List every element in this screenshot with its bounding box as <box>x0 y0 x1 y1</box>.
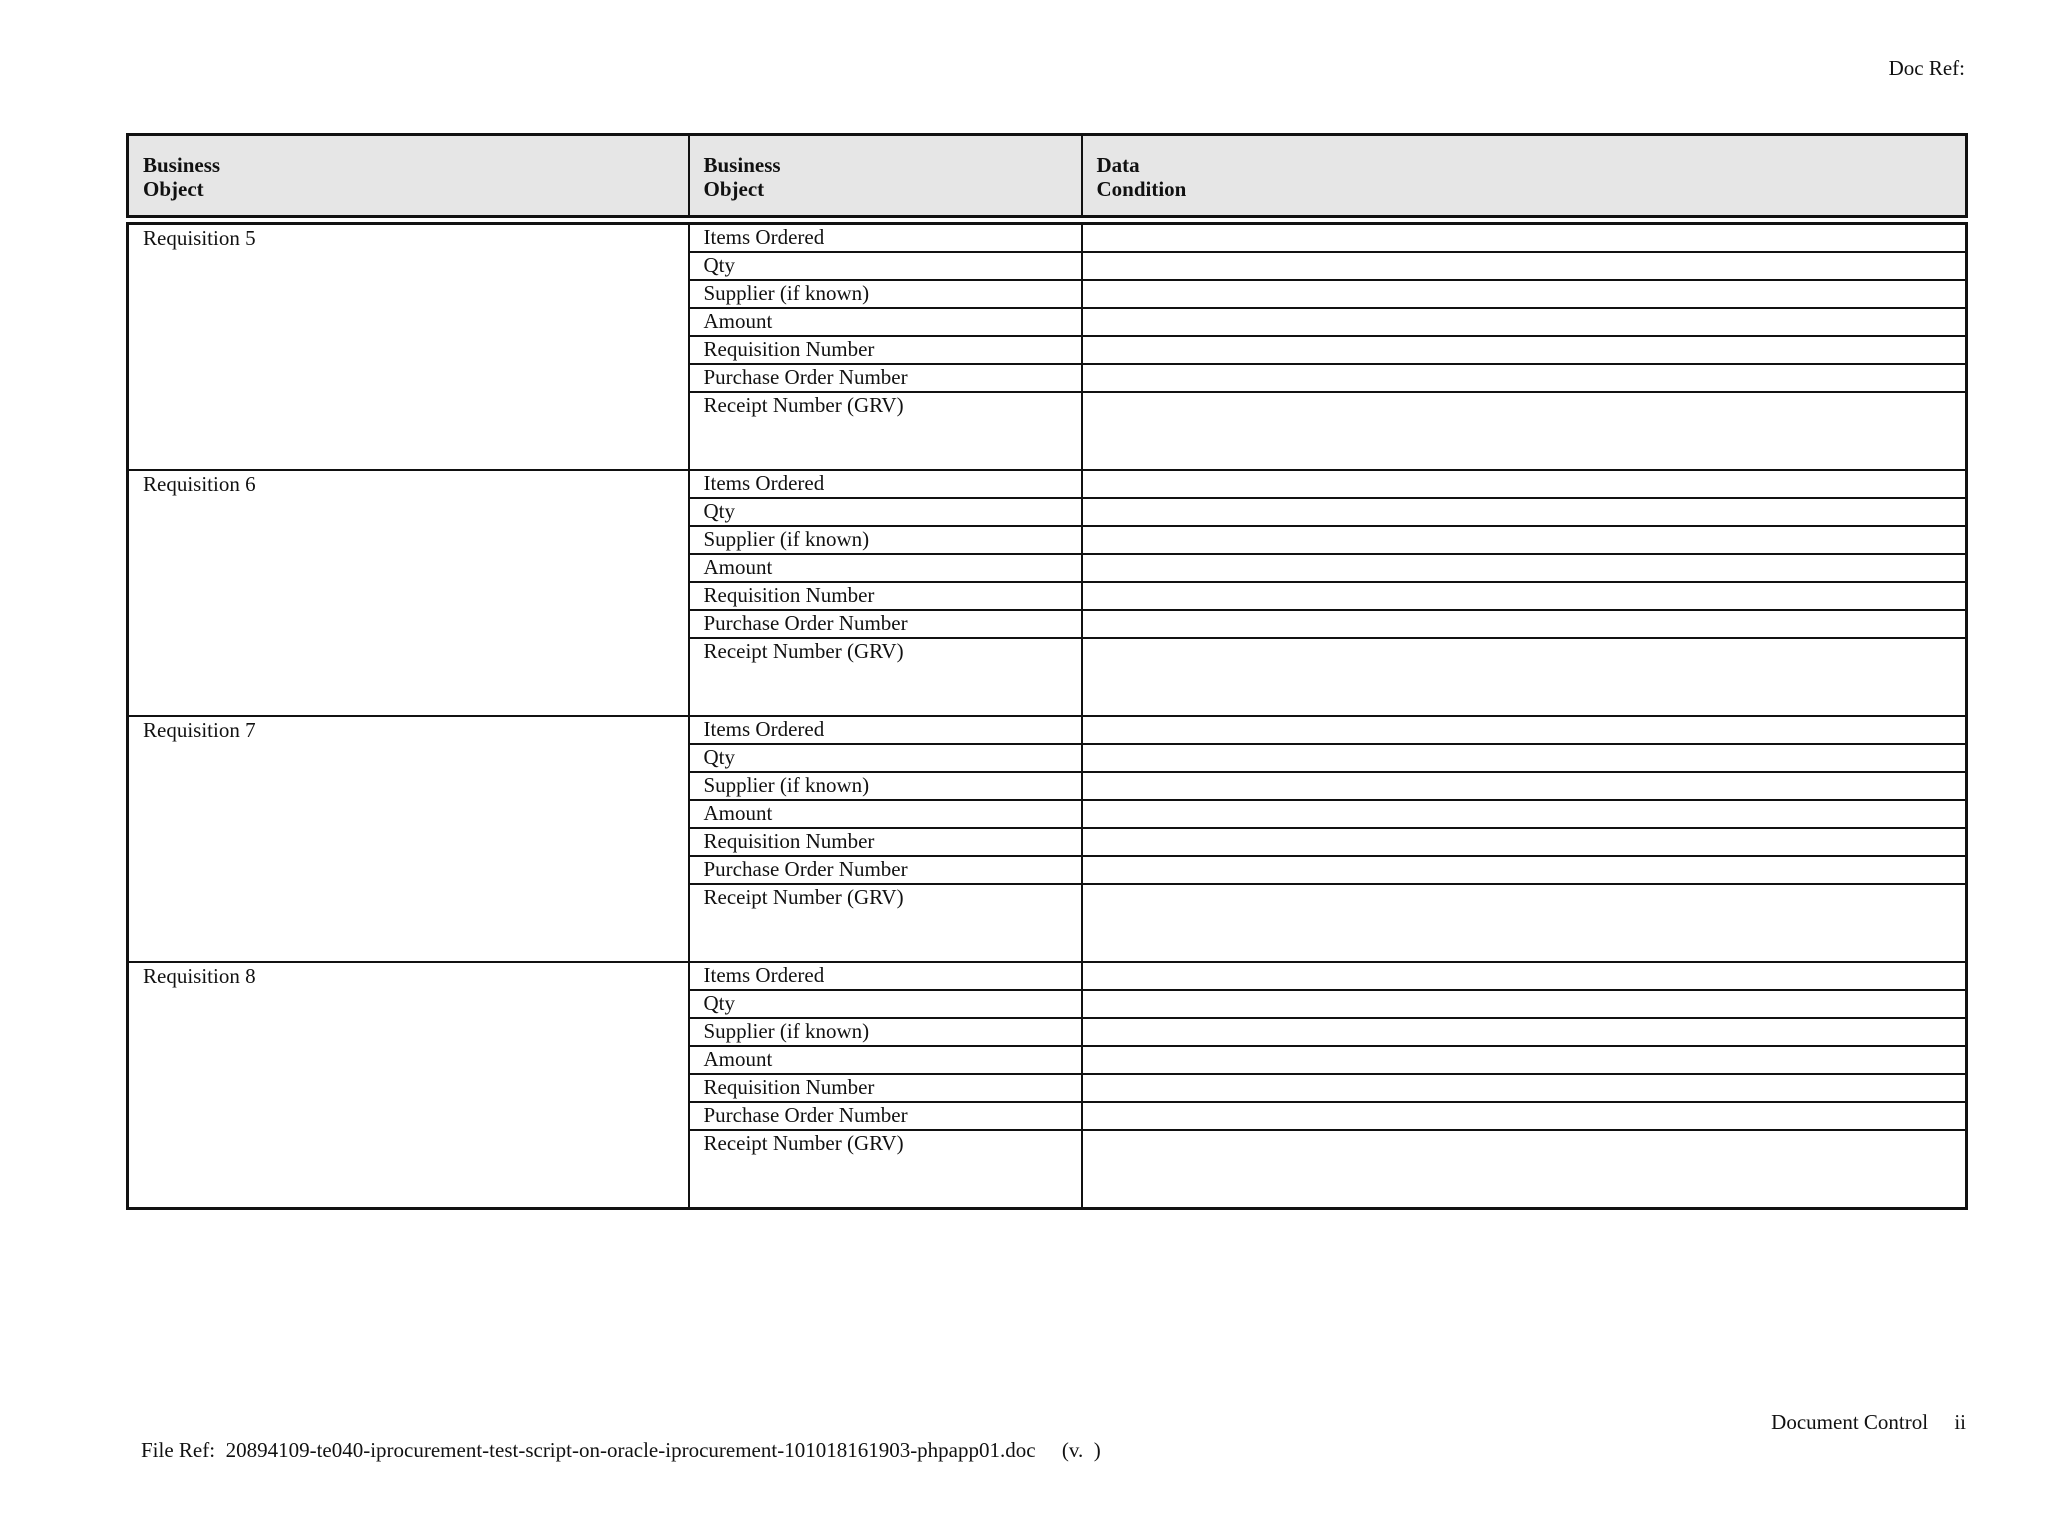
field-name: Supplier (if known) <box>689 772 1082 800</box>
column-header-business-object-field: Business Object <box>689 135 1082 217</box>
field-name: Receipt Number (GRV) <box>689 638 1082 716</box>
field-name: Receipt Number (GRV) <box>689 1130 1082 1209</box>
field-name: Qty <box>689 744 1082 772</box>
data-condition-cell[interactable] <box>1082 470 1967 498</box>
field-name: Requisition Number <box>689 582 1082 610</box>
field-name: Items Ordered <box>689 962 1082 990</box>
table-header <box>126 133 1968 218</box>
field-name: Qty <box>689 252 1082 280</box>
business-object-name: Requisition 5 <box>143 226 256 250</box>
data-condition-cell[interactable] <box>1082 884 1967 962</box>
footer-section <box>1771 1410 1966 1435</box>
field-name: Purchase Order Number <box>689 610 1082 638</box>
data-condition-cell[interactable] <box>1082 364 1967 392</box>
data-condition-cell[interactable] <box>1082 526 1967 554</box>
field-name: Receipt Number (GRV) <box>689 884 1082 962</box>
field-name: Amount <box>689 1046 1082 1074</box>
test-data-table <box>126 133 1968 1210</box>
footer-section-name: Document Control <box>1771 1410 1929 1434</box>
data-condition-cell[interactable] <box>1082 498 1967 526</box>
field-name: Items Ordered <box>689 470 1082 498</box>
data-condition-cell[interactable] <box>1082 828 1967 856</box>
data-condition-cell[interactable] <box>1082 744 1967 772</box>
field-name: Receipt Number (GRV) <box>689 392 1082 470</box>
file-version: (v. ) <box>1061 1438 1101 1462</box>
column-header-data-condition: Data Condition <box>1082 135 1967 217</box>
data-condition-cell[interactable] <box>1082 800 1967 828</box>
file-name: 20894109-te040-iprocurement-test-script-on-oracle-iprocurement-101018161903-phpapp01.doc <box>225 1438 1036 1462</box>
data-condition-cell[interactable] <box>1082 582 1967 610</box>
data-condition-cell[interactable] <box>1082 1102 1967 1130</box>
data-condition-cell[interactable] <box>1082 554 1967 582</box>
file-ref-label: File Ref: <box>141 1438 216 1462</box>
field-name: Supplier (if known) <box>689 280 1082 308</box>
data-condition-cell[interactable] <box>1082 716 1967 744</box>
data-condition-cell[interactable] <box>1082 336 1967 364</box>
field-name: Purchase Order Number <box>689 364 1082 392</box>
table-row <box>128 962 1967 990</box>
data-condition-cell[interactable] <box>1082 856 1967 884</box>
field-name: Requisition Number <box>689 828 1082 856</box>
field-name: Supplier (if known) <box>689 526 1082 554</box>
field-name: Qty <box>689 498 1082 526</box>
field-name: Qty <box>689 990 1082 1018</box>
field-name: Requisition Number <box>689 336 1082 364</box>
field-name: Purchase Order Number <box>689 1102 1082 1130</box>
doc-ref-label: Doc Ref: <box>1888 56 1965 80</box>
data-condition-cell[interactable] <box>1082 638 1967 716</box>
field-name: Items Ordered <box>689 224 1082 253</box>
table-row <box>128 716 1967 744</box>
data-condition-cell[interactable] <box>1082 1074 1967 1102</box>
data-condition-cell[interactable] <box>1082 1130 1967 1209</box>
data-condition-cell[interactable] <box>1082 252 1967 280</box>
data-condition-cell[interactable] <box>1082 1046 1967 1074</box>
field-name: Requisition Number <box>689 1074 1082 1102</box>
column-header-business-object: Business Object <box>143 153 221 201</box>
file-ref <box>141 1438 1101 1463</box>
field-name: Amount <box>689 800 1082 828</box>
page-number: ii <box>1954 1410 1966 1434</box>
business-object-name: Requisition 7 <box>128 716 689 962</box>
data-condition-cell[interactable] <box>1082 1018 1967 1046</box>
table-row <box>128 224 1967 253</box>
table-row <box>128 470 1967 498</box>
field-name: Items Ordered <box>689 716 1082 744</box>
business-object-name: Requisition 6 <box>128 470 689 716</box>
data-condition-cell[interactable] <box>1082 308 1967 336</box>
data-condition-cell[interactable] <box>1082 962 1967 990</box>
field-name: Purchase Order Number <box>689 856 1082 884</box>
field-name: Amount <box>689 554 1082 582</box>
field-name: Supplier (if known) <box>689 1018 1082 1046</box>
data-condition-cell[interactable] <box>1082 990 1967 1018</box>
data-condition-cell[interactable] <box>1082 224 1967 253</box>
data-condition-cell[interactable] <box>1082 280 1967 308</box>
data-condition-cell[interactable] <box>1082 392 1967 470</box>
table-body <box>126 222 1968 1210</box>
field-name: Amount <box>689 308 1082 336</box>
business-object-name: Requisition 8 <box>128 962 689 1209</box>
data-condition-cell[interactable] <box>1082 772 1967 800</box>
data-condition-cell[interactable] <box>1082 610 1967 638</box>
